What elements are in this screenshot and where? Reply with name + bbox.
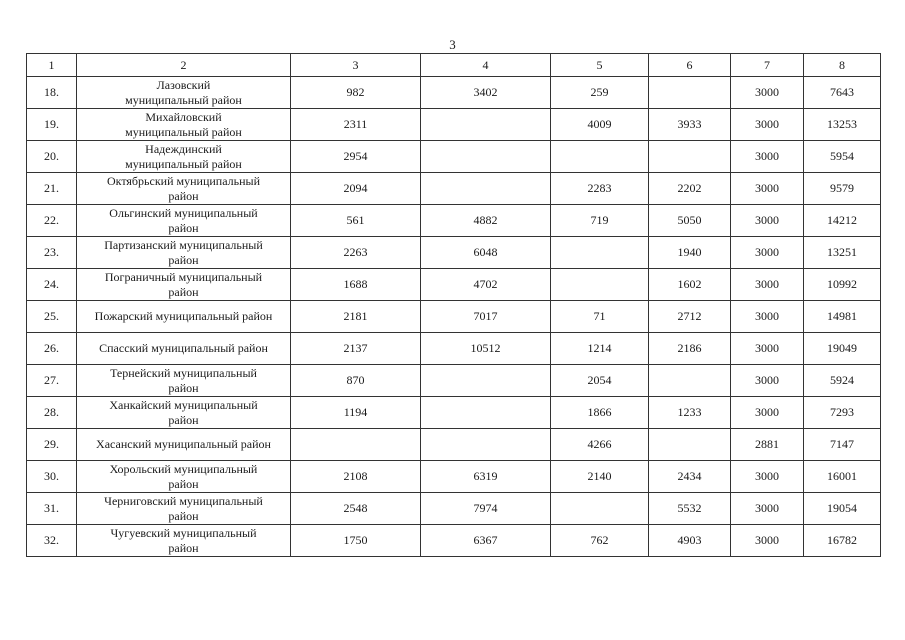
value-cell [421,397,551,429]
value-cell: 1214 [551,333,649,365]
row-number: 25. [27,301,77,333]
header-cell: 6 [649,54,731,77]
table-row [27,525,881,557]
value-cell: 982 [291,77,421,109]
data-table [26,53,881,557]
value-cell: 2434 [649,461,731,493]
row-number: 29. [27,429,77,461]
table-row [27,397,881,429]
value-cell [421,141,551,173]
value-cell: 7017 [421,301,551,333]
value-cell: 3000 [731,493,804,525]
row-number: 31. [27,493,77,525]
value-cell [421,109,551,141]
value-cell: 14981 [804,301,881,333]
value-cell: 4266 [551,429,649,461]
value-cell: 4009 [551,109,649,141]
value-cell: 1688 [291,269,421,301]
value-cell [421,173,551,205]
value-cell [551,237,649,269]
value-cell: 13251 [804,237,881,269]
header-cell: 5 [551,54,649,77]
value-cell: 16001 [804,461,881,493]
value-cell [649,429,731,461]
value-cell: 870 [291,365,421,397]
header-cell: 4 [421,54,551,77]
value-cell: 2186 [649,333,731,365]
district-name: Партизанский муниципальный район [77,237,291,269]
district-name: Пограничный муниципальный район [77,269,291,301]
value-cell: 3000 [731,205,804,237]
value-cell: 3402 [421,77,551,109]
value-cell: 14212 [804,205,881,237]
value-cell: 2181 [291,301,421,333]
district-name: Хорольский муниципальный район [77,461,291,493]
table-row [27,237,881,269]
value-cell: 3000 [731,525,804,557]
value-cell [649,77,731,109]
header-cell: 7 [731,54,804,77]
table-row [27,461,881,493]
value-cell: 5050 [649,205,731,237]
value-cell: 719 [551,205,649,237]
value-cell: 3000 [731,237,804,269]
value-cell: 1750 [291,525,421,557]
value-cell: 2054 [551,365,649,397]
header-cell: 2 [77,54,291,77]
table-row [27,205,881,237]
value-cell: 561 [291,205,421,237]
value-cell: 5532 [649,493,731,525]
value-cell [291,429,421,461]
header-cell: 1 [27,54,77,77]
value-cell: 2137 [291,333,421,365]
value-cell: 19049 [804,333,881,365]
row-number: 32. [27,525,77,557]
value-cell: 2881 [731,429,804,461]
table-row [27,173,881,205]
table-row [27,493,881,525]
value-cell: 259 [551,77,649,109]
page-number: 3 [449,37,456,52]
value-cell: 7293 [804,397,881,429]
value-cell: 1866 [551,397,649,429]
value-cell: 6319 [421,461,551,493]
value-cell: 3000 [731,397,804,429]
value-cell: 2712 [649,301,731,333]
row-number: 18. [27,77,77,109]
table-row [27,269,881,301]
value-cell: 6367 [421,525,551,557]
value-cell: 16782 [804,525,881,557]
value-cell: 2140 [551,461,649,493]
district-name: Чугуевский муниципальный район [77,525,291,557]
value-cell: 19054 [804,493,881,525]
value-cell: 2311 [291,109,421,141]
value-cell [421,365,551,397]
value-cell: 3000 [731,141,804,173]
value-cell: 5924 [804,365,881,397]
value-cell: 7974 [421,493,551,525]
value-cell: 1233 [649,397,731,429]
value-cell: 3000 [731,77,804,109]
table-body [27,54,881,557]
value-cell: 2263 [291,237,421,269]
district-name: Ханкайский муниципальный район [77,397,291,429]
value-cell: 3933 [649,109,731,141]
row-number: 21. [27,173,77,205]
district-name: Спасский муниципальный район [77,333,291,365]
value-cell: 2202 [649,173,731,205]
value-cell: 6048 [421,237,551,269]
value-cell: 3000 [731,365,804,397]
district-name: Хасанский муниципальный район [77,429,291,461]
value-cell [551,493,649,525]
value-cell: 13253 [804,109,881,141]
table-row [27,141,881,173]
row-number: 22. [27,205,77,237]
value-cell: 1940 [649,237,731,269]
value-cell [649,365,731,397]
value-cell: 3000 [731,301,804,333]
row-number: 23. [27,237,77,269]
value-cell [551,141,649,173]
row-number: 26. [27,333,77,365]
value-cell: 1194 [291,397,421,429]
value-cell: 2954 [291,141,421,173]
row-number: 28. [27,397,77,429]
row-number: 24. [27,269,77,301]
value-cell: 10992 [804,269,881,301]
value-cell: 7147 [804,429,881,461]
value-cell: 3000 [731,333,804,365]
value-cell: 71 [551,301,649,333]
row-number: 20. [27,141,77,173]
row-number: 30. [27,461,77,493]
header-row [27,54,881,77]
value-cell: 5954 [804,141,881,173]
district-name: Октябрьский муниципальный район [77,173,291,205]
header-cell: 8 [804,54,881,77]
value-cell: 762 [551,525,649,557]
value-cell: 2108 [291,461,421,493]
district-name: Михайловский муниципальный район [77,109,291,141]
value-cell: 7643 [804,77,881,109]
table-row [27,429,881,461]
table-row [27,365,881,397]
district-name: Надеждинский муниципальный район [77,141,291,173]
value-cell: 4882 [421,205,551,237]
table-row [27,77,881,109]
value-cell: 3000 [731,461,804,493]
district-name: Черниговский муниципальный район [77,493,291,525]
value-cell: 2283 [551,173,649,205]
value-cell: 10512 [421,333,551,365]
value-cell: 9579 [804,173,881,205]
district-name: Пожарский муниципальный район [77,301,291,333]
header-cell: 3 [291,54,421,77]
value-cell: 1602 [649,269,731,301]
table-row [27,301,881,333]
value-cell: 3000 [731,109,804,141]
value-cell: 4702 [421,269,551,301]
value-cell [551,269,649,301]
value-cell [649,141,731,173]
table-row [27,109,881,141]
row-number: 19. [27,109,77,141]
district-name: Ольгинский муниципальный район [77,205,291,237]
district-name: Тернейский муниципальный район [77,365,291,397]
row-number: 27. [27,365,77,397]
district-name: Лазовский муниципальный район [77,77,291,109]
value-cell: 3000 [731,173,804,205]
value-cell [421,429,551,461]
value-cell: 4903 [649,525,731,557]
value-cell: 2094 [291,173,421,205]
table-row [27,333,881,365]
value-cell: 2548 [291,493,421,525]
value-cell: 3000 [731,269,804,301]
